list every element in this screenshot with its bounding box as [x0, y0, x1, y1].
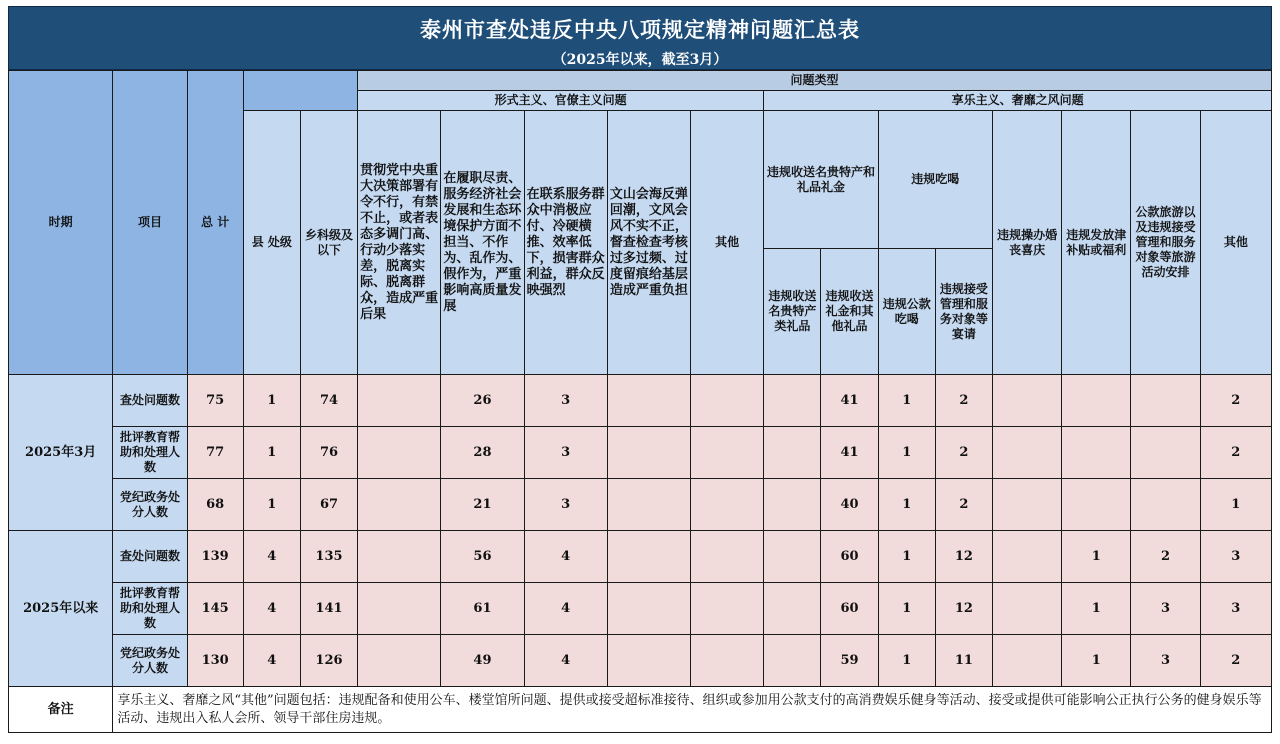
value-cell: 1	[878, 531, 935, 583]
item-cell: 党纪政务处分人数	[113, 479, 187, 531]
value-cell: 2	[935, 427, 992, 479]
value-cell: 3	[1200, 583, 1271, 635]
item-cell: 批评教育帮助和处理人数	[113, 427, 187, 479]
value-cell	[764, 635, 821, 687]
value-cell: 59	[821, 635, 878, 687]
table-row	[9, 375, 1272, 427]
value-cell	[358, 479, 441, 531]
value-cell: 1	[243, 375, 300, 427]
value-cell: 2	[1200, 427, 1271, 479]
value-cell: 3	[1131, 635, 1200, 687]
item-header: 项目	[113, 71, 187, 375]
value-cell	[691, 531, 764, 583]
value-cell	[1062, 427, 1131, 479]
total-header: 总 计	[187, 71, 243, 375]
value-cell	[691, 427, 764, 479]
item-cell: 查处问题数	[113, 375, 187, 427]
value-cell: 61	[441, 583, 524, 635]
value-cell	[691, 375, 764, 427]
value-cell: 4	[524, 531, 607, 583]
value-cell: 4	[524, 583, 607, 635]
eating-b-header: 违规接受管理和服务对象等宴请	[935, 249, 992, 375]
page-subtitle: （2025年以来，截至3月）	[552, 52, 728, 68]
value-cell: 3	[524, 375, 607, 427]
period-cell: 2025年以来	[9, 531, 113, 687]
problem-type-header: 问题类型	[358, 71, 1272, 91]
value-cell	[358, 635, 441, 687]
formalism-col-other: 其他	[691, 111, 764, 375]
value-cell: 1	[878, 427, 935, 479]
value-cell: 11	[935, 635, 992, 687]
value-cell: 130	[187, 635, 243, 687]
value-cell	[764, 427, 821, 479]
value-cell	[992, 479, 1061, 531]
gift-b-header: 违规收送礼金和其他礼品	[821, 249, 878, 375]
table-row	[9, 583, 1272, 635]
formalism-header: 形式主义、官僚主义问题	[358, 91, 764, 111]
value-cell: 2	[1200, 635, 1271, 687]
value-cell	[358, 531, 441, 583]
value-cell	[358, 375, 441, 427]
eating-a-header: 违规公款吃喝	[878, 249, 935, 375]
value-cell: 1	[1062, 635, 1131, 687]
wedding-header: 违规操办婚丧喜庆	[992, 111, 1061, 375]
hedonism-other-header: 其他	[1200, 111, 1271, 375]
value-cell	[1131, 479, 1200, 531]
item-cell: 查处问题数	[113, 531, 187, 583]
value-cell: 3	[524, 479, 607, 531]
value-cell: 3	[1200, 531, 1271, 583]
value-cell	[1062, 479, 1131, 531]
level-header-blank	[243, 71, 357, 111]
value-cell: 12	[935, 531, 992, 583]
value-cell: 1	[243, 427, 300, 479]
value-cell	[992, 635, 1061, 687]
note-text: 享乐主义、奢靡之风“其他”问题包括：违规配备和使用公车、楼堂馆所问题、提供或接受超标准接待、组织或参加用公款支付的高消费娱乐健身等活动、接受或提供可能影响公正执行公务的健身娱乐等活动、违规出入私人会所、领导干部住房违规。	[113, 687, 1272, 733]
value-cell	[764, 479, 821, 531]
value-cell	[992, 375, 1061, 427]
value-cell: 12	[935, 583, 992, 635]
value-cell	[607, 635, 690, 687]
value-cell: 145	[187, 583, 243, 635]
formalism-col-2: 在履职尽责、服务经济社会发展和生态环境保护方面不担当、不作为、乱作为、假作为，严重影响高质量发展	[441, 111, 524, 375]
value-cell: 126	[300, 635, 357, 687]
value-cell: 1	[1200, 479, 1271, 531]
value-cell: 1	[878, 635, 935, 687]
value-cell	[764, 531, 821, 583]
value-cell: 4	[243, 635, 300, 687]
value-cell: 1	[1062, 531, 1131, 583]
note-label: 备注	[9, 687, 113, 733]
period-cell: 2025年3月	[9, 375, 113, 531]
value-cell: 141	[300, 583, 357, 635]
township-level-header: 乡科级及以下	[300, 111, 357, 375]
table-row	[9, 479, 1272, 531]
value-cell: 41	[821, 375, 878, 427]
value-cell: 135	[300, 531, 357, 583]
value-cell	[607, 375, 690, 427]
hedonism-header: 享乐主义、奢靡之风问题	[764, 91, 1272, 111]
table-row	[9, 531, 1272, 583]
value-cell	[1062, 375, 1131, 427]
period-header: 时期	[9, 71, 113, 375]
value-cell	[607, 583, 690, 635]
value-cell: 40	[821, 479, 878, 531]
value-cell	[764, 583, 821, 635]
value-cell	[607, 531, 690, 583]
gift-a-header: 违规收送名贵特产类礼品	[764, 249, 821, 375]
value-cell	[691, 583, 764, 635]
value-cell: 3	[524, 427, 607, 479]
summary-sheet	[8, 6, 1272, 733]
value-cell: 4	[243, 531, 300, 583]
value-cell	[691, 479, 764, 531]
value-cell: 60	[821, 583, 878, 635]
value-cell: 74	[300, 375, 357, 427]
page-title: 泰州市查处违反中央八项规定精神问题汇总表	[420, 17, 860, 42]
value-cell: 56	[441, 531, 524, 583]
value-cell: 21	[441, 479, 524, 531]
value-cell: 139	[187, 531, 243, 583]
item-cell: 党纪政务处分人数	[113, 635, 187, 687]
value-cell: 77	[187, 427, 243, 479]
formalism-col-4: 文山会海反弹回潮，文风会风不实不正，督查检查考核过多过频、过度留痕给基层造成严重负担	[607, 111, 690, 375]
value-cell: 2	[1131, 531, 1200, 583]
value-cell	[607, 427, 690, 479]
value-cell: 41	[821, 427, 878, 479]
value-cell	[691, 635, 764, 687]
formalism-col-3: 在联系服务群众中消极应付、冷硬横推、效率低下，损害群众利益，群众反映强烈	[524, 111, 607, 375]
value-cell: 1	[878, 375, 935, 427]
value-cell: 4	[524, 635, 607, 687]
value-cell: 26	[441, 375, 524, 427]
value-cell	[764, 375, 821, 427]
value-cell: 2	[935, 479, 992, 531]
value-cell	[992, 427, 1061, 479]
travel-header: 公款旅游以及违规接受管理和服务对象等旅游活动安排	[1131, 111, 1200, 375]
value-cell: 2	[1200, 375, 1271, 427]
summary-table	[8, 70, 1272, 733]
value-cell	[1131, 375, 1200, 427]
value-cell: 67	[300, 479, 357, 531]
value-cell: 28	[441, 427, 524, 479]
item-cell: 批评教育帮助和处理人数	[113, 583, 187, 635]
table-row	[9, 427, 1272, 479]
value-cell	[1131, 427, 1200, 479]
value-cell: 49	[441, 635, 524, 687]
county-level-header: 县 处级	[243, 111, 300, 375]
value-cell: 1	[1062, 583, 1131, 635]
value-cell	[358, 427, 441, 479]
value-cell: 76	[300, 427, 357, 479]
value-cell	[607, 479, 690, 531]
value-cell: 3	[1131, 583, 1200, 635]
value-cell: 68	[187, 479, 243, 531]
value-cell	[358, 583, 441, 635]
value-cell: 4	[243, 583, 300, 635]
gift-group-header: 违规收送名贵特产和礼品礼金	[764, 111, 878, 249]
value-cell: 1	[243, 479, 300, 531]
value-cell: 75	[187, 375, 243, 427]
value-cell: 2	[935, 375, 992, 427]
data-body	[9, 375, 1272, 687]
subsidy-header: 违规发放津补贴或福利	[1062, 111, 1131, 375]
value-cell: 1	[878, 583, 935, 635]
title-bar	[8, 6, 1272, 70]
formalism-col-1: 贯彻党中央重大决策部署有令不行，有禁不止，或者表态多调门高、行动少落实差，脱离实际、脱离群众，造成严重后果	[358, 111, 441, 375]
value-cell: 60	[821, 531, 878, 583]
eating-group-header: 违规吃喝	[878, 111, 992, 249]
table-row	[9, 635, 1272, 687]
value-cell	[992, 531, 1061, 583]
value-cell	[992, 583, 1061, 635]
value-cell: 1	[878, 479, 935, 531]
